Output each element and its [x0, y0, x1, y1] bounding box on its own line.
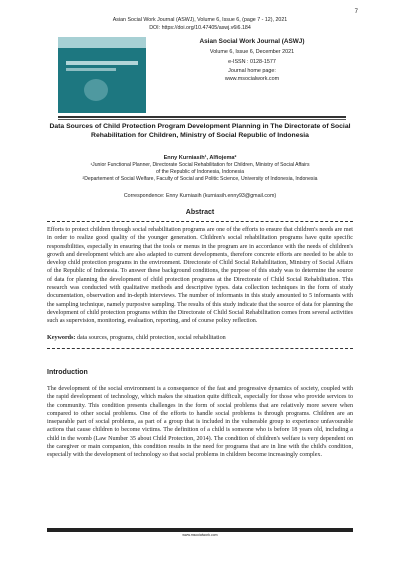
- homepage-label: Journal home page:: [228, 68, 276, 74]
- affiliation-1-cont: of the Republic of Indonesia, Indonesia: [155, 169, 245, 175]
- masthead-rule-thick: [58, 116, 346, 118]
- journal-name: Asian Social Work Journal (ASWJ): [199, 38, 305, 45]
- cover-title-bar: [66, 61, 138, 65]
- masthead-info: [162, 37, 342, 83]
- page-number: 7: [354, 9, 358, 15]
- journal-eissn: e-ISSN : 0128-1577: [228, 59, 276, 65]
- introduction-text: The development of the social environment is a consequence of the fast and progressive dynamics of society, coupled with the rapid development of technology, which makes the situation quite difficult, especially for those who provide services to the community. This condition presents challenges in the form of social problems that are relatively more severe when compared to other social problems. One of the efforts to handle social problems is through programs. Children are an inseparable part of social problems, as part of a group that is included in the vulnerable group to experience unfavourable actions that cause children to become victims. The definition of a child is someone who is before 18 years old, including a child in the womb (Law Number 35 about Child Protection, 2014). The condition of children's welfare is very dependent on the caregiver or main companion, this condition results in the need for programs that are in line with the child's condition, especially with the development of technology so that social problems in children become increasingly complex.: [47, 386, 353, 459]
- footer-url[interactable]: www.msocialwork.com: [182, 533, 218, 537]
- citation-line: Asian Social Work Journal (ASWJ), Volume 6, Issue 6, (page 7 - 12), 2021: [112, 17, 288, 23]
- abstract-top-rule: [47, 221, 353, 222]
- journal-cover-image: [58, 37, 146, 113]
- homepage-link[interactable]: www.msocialwork.com: [224, 76, 280, 82]
- running-head: [0, 16, 400, 32]
- correspondence: Correspondence: Enny Kurniasih (kurniasih.enny93@gmail.com): [123, 193, 277, 199]
- journal-masthead: [58, 37, 346, 119]
- author-names: Enny Kurniasih¹, Alfiojema²: [163, 155, 237, 161]
- abstract-text: Efforts to protect children through social rehabilitation programs are one of the efforts to ensure that children's needs are met in order to realize good quality of the younger generation. Children's social rehabilitation programs have quite specific responsibilities, especially in ensuring that the tools or menus in the program are in accordance with the needs of children's growth and development which are also adapted to current developments, therefore concrete efforts are needed to be able to develop child protection programs in the environment. Directorate of Child Social Rehabilitation, Ministry of Social Affairs of the Republic of Indonesia. To answer these background conditions, the purpose of this study was to determine the source of data for planning the development of child protection programs at the Directorate of Child Social Rehabilitation. This research was conducted with qualitative methods and descriptive types. data collection techniques in the form of study documentation, observation and in-depth interviews. The number of informants in this study amounted to 5 informants with the sampling technique, namely purposive sampling. The results of this study indicate that the source of data for planning the development of child protection programs within the Directorate of Child Social Rehabilitation comes from several activities such as supervision, monitoring, evaluation, reporting, and of course policy reflection.: [47, 227, 353, 325]
- introduction-heading: Introduction: [47, 369, 88, 376]
- cover-emblem: [84, 79, 108, 101]
- affiliation-1: ¹Junior Functional Planner, Directorate Social Rehabilitation for Children, Ministry of Social Affairs: [90, 162, 310, 168]
- author-block: [40, 155, 360, 183]
- cover-band: [58, 37, 146, 48]
- masthead-rule-thin: [58, 119, 346, 120]
- keywords-list: data sources, programs, child protection, social rehabilitation: [76, 335, 226, 341]
- article-title: Data Sources of Child Protection Program Development Planning in The Directorate of Social Rehabilitation for Children, Ministry of Social Republic of Indonesia: [49, 123, 351, 139]
- affiliation-2: ²Departement of Social Welfare, Faculty of Social and Politic Science, University of Indonesia, Indonesia: [82, 176, 318, 182]
- footer-bar: [47, 528, 353, 532]
- abstract-bottom-rule: [47, 348, 353, 349]
- doi-link[interactable]: DOI: https://doi.org/10.47405/aswj.v6i6.184: [149, 25, 251, 31]
- abstract-heading: Abstract: [185, 209, 215, 216]
- journal-volume: Volume 6, Issue 6, December 2021: [209, 49, 295, 55]
- keywords: [47, 335, 353, 341]
- cover-subtitle-bar: [66, 68, 116, 71]
- keywords-label: Keywords:: [47, 335, 76, 341]
